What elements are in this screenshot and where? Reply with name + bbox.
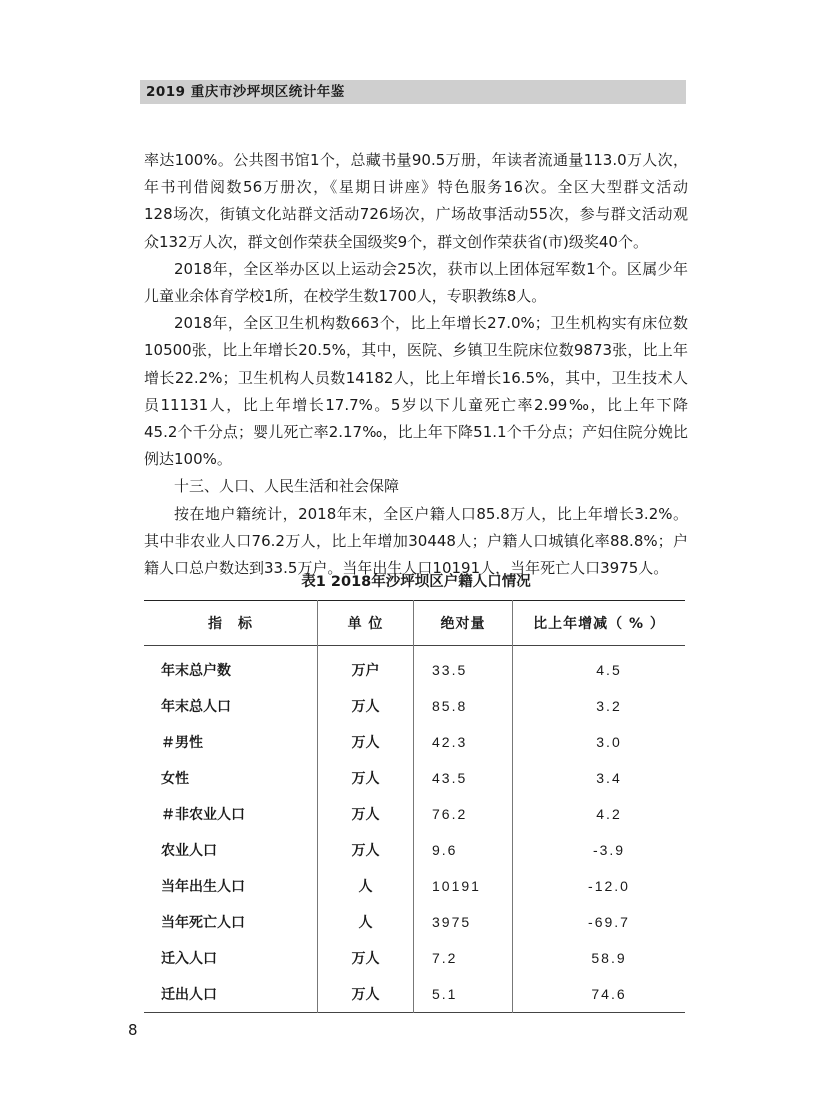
cell-indicator: ＃非农业人口	[144, 796, 318, 832]
column-header-change: 比上年增减（ % ）	[533, 616, 665, 632]
text-line: 例达100%。	[144, 450, 232, 469]
text-line: 2018年，全区举办区以上运动会25次，获市以上团体冠军数1个。区属少年	[174, 259, 688, 278]
cell-unit: 万户	[318, 646, 414, 689]
cell-unit: 万人	[318, 976, 414, 1013]
cell-unit: 万人	[318, 688, 414, 724]
cell-change: 3.2	[596, 698, 622, 714]
column-header-absolute: 绝对量	[414, 601, 513, 646]
cell-absolute: 42.3	[414, 724, 513, 760]
cell-absolute: 33.5	[414, 646, 513, 689]
cell-change: -12.0	[588, 878, 630, 894]
cell-indicator: 当年死亡人口	[144, 904, 318, 940]
column-header-indicator: 指 标	[144, 601, 318, 646]
cell-absolute: 5.1	[414, 976, 513, 1013]
cell-indicator: 女性	[144, 760, 318, 796]
table-row	[144, 976, 685, 1013]
table-row	[144, 868, 685, 904]
cell-change: 4.2	[596, 806, 622, 822]
cell-unit: 万人	[318, 724, 414, 760]
cell-unit: 万人	[318, 832, 414, 868]
cell-unit: 万人	[318, 796, 414, 832]
cell-absolute: 76.2	[414, 796, 513, 832]
paragraph-culture	[144, 147, 688, 256]
text-line: 员11131人，比上年增长17.7%。5岁以下儿童死亡率2.99‰，比上年下降	[144, 395, 688, 414]
cell-absolute: 85.8	[414, 688, 513, 724]
text-line: 128场次，街镇文化站群文活动726场次，广场故事活动55次，参与群文活动观	[144, 205, 688, 224]
text-line: 其中非农业人口76.2万人，比上年增加30448人；户籍人口城镇化率88.8%；户	[144, 531, 688, 550]
table-header-row	[144, 601, 685, 646]
running-header-title: 2019 重庆市沙坪坝区统计年鉴	[146, 84, 345, 100]
cell-absolute: 3975	[414, 904, 513, 940]
text-line: 众132万人次，群文创作荣获全国级奖9个，群文创作荣获省(市)级奖40个。	[144, 232, 648, 251]
table-row	[144, 904, 685, 940]
cell-absolute: 43.5	[414, 760, 513, 796]
table-row	[144, 832, 685, 868]
text-line: 45.2个千分点；婴儿死亡率2.17‰，比上年下降51.1个千分点；产妇住院分娩比	[144, 423, 688, 442]
cell-indicator: 迁入人口	[144, 940, 318, 976]
text-line: 籍人口总户数达到33.5万户。当年出生人口10191人，当年死亡人口3975人。	[144, 559, 669, 578]
cell-indicator: 年末总人口	[144, 688, 318, 724]
cell-indicator: ＃男性	[144, 724, 318, 760]
text-line: 率达100%。公共图书馆1个，总藏书量90.5万册，年读者流通量113.0万人次，	[144, 151, 688, 169]
cell-change: 3.0	[596, 734, 622, 750]
column-header-unit: 单 位	[318, 601, 414, 646]
table-row	[144, 760, 685, 796]
cell-absolute: 10191	[414, 868, 513, 904]
cell-unit: 人	[318, 868, 414, 904]
cell-change: 74.6	[591, 986, 627, 1002]
table-row	[144, 940, 685, 976]
cell-unit: 万人	[318, 940, 414, 976]
cell-indicator: 当年出生人口	[144, 868, 318, 904]
paragraph-health	[144, 310, 688, 473]
cell-absolute: 7.2	[414, 940, 513, 976]
cell-change: 58.9	[591, 950, 627, 966]
cell-indicator: 年末总户数	[144, 646, 318, 689]
cell-unit: 万人	[318, 760, 414, 796]
cell-change: -69.7	[588, 914, 630, 930]
page-number: 8	[128, 1021, 138, 1039]
paragraph-sports	[144, 256, 688, 310]
cell-change: 3.4	[596, 770, 622, 786]
cell-unit: 人	[318, 904, 414, 940]
text-line: 2018年，全区卫生机构数663个，比上年增长27.0%；卫生机构实有床位数	[174, 314, 688, 333]
text-line: 儿童业余体育学校1所，在校学生数1700人，专职教练8人。	[144, 287, 547, 306]
table-row	[144, 724, 685, 760]
text-line: 增长22.2%；卫生机构人员数14182人，比上年增长16.5%，其中，卫生技术人	[144, 368, 688, 387]
text-line: 按在地户籍统计，2018年末，全区户籍人口85.8万人，比上年增长3.2%。	[174, 504, 688, 523]
text-line: 10500张，比上年增长20.5%，其中，医院、乡镇卫生院床位数9873张，比上年	[144, 341, 688, 360]
population-table	[144, 600, 685, 1013]
text-line: 年书刊借阅数56万册次，《星期日讲座》特色服务16次。全区大型群文活动	[144, 178, 688, 197]
body-text	[144, 147, 688, 582]
cell-change: 4.5	[596, 662, 622, 678]
section-heading: 十三、人口、人民生活和社会保障	[174, 477, 400, 496]
cell-absolute: 9.6	[414, 832, 513, 868]
cell-indicator: 农业人口	[144, 832, 318, 868]
cell-change: -3.9	[592, 842, 626, 858]
table-row	[144, 688, 685, 724]
table-row	[144, 646, 685, 689]
cell-indicator: 迁出人口	[144, 976, 318, 1013]
table-caption: 表1 2018年沙坪坝区户籍人口情况	[301, 574, 531, 590]
table-row	[144, 796, 685, 832]
